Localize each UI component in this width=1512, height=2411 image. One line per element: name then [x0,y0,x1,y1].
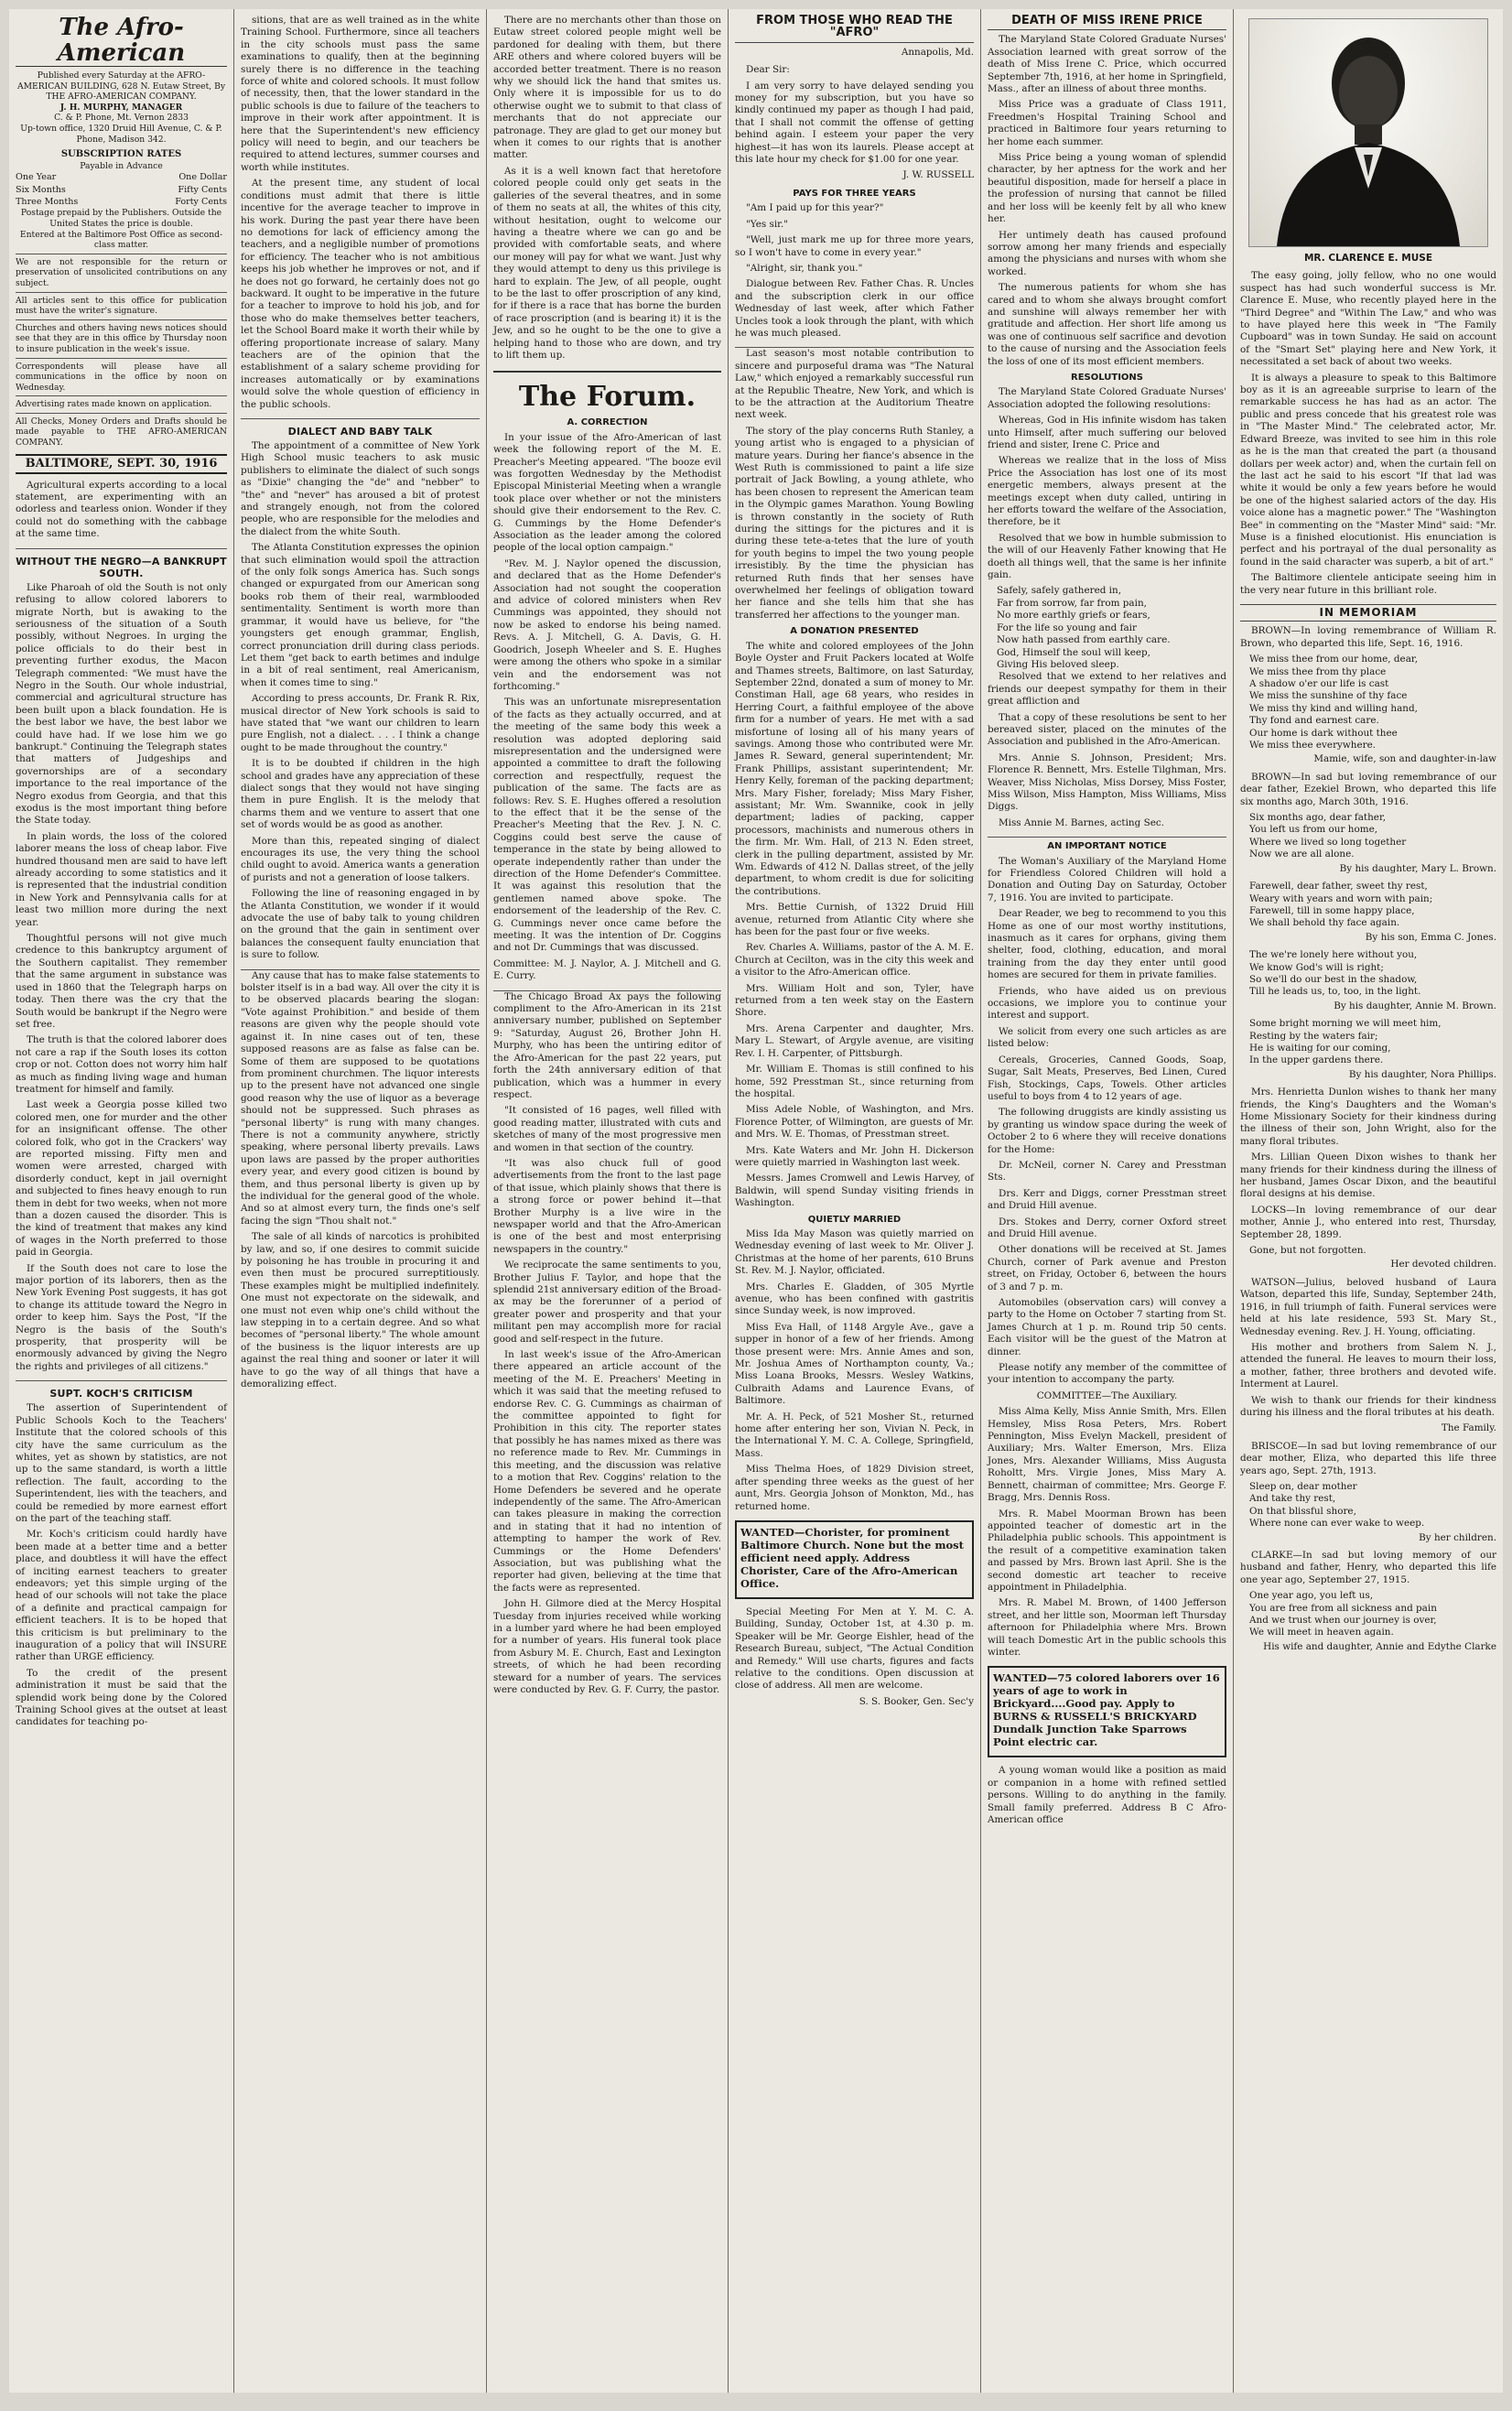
paragraph: Thoughtful persons will not give much credence to this bankruptcy argument of the Southern capitalist. They remember that the same argument in substance was used in 1860 that the Telegraph harps on today. Then there was the cry that the South would be bankrupt if the Negro were set free. [16,933,227,1030]
rate-price: Fifty Cents [178,184,227,195]
paragraph: We wish to thank our friends for their kindness during his illness and the floral tributes at his death. [1240,1394,1496,1418]
sig-briscoe: By her children. [1419,1531,1496,1543]
article-irene-price [988,34,1226,368]
poem-line: We miss thee from thy place [1249,665,1387,677]
paragraph: Any cause that has to make false statements to bolster itself is in a bad way. All over the city it is to be observed placards bearing the slogan: "Vote against Prohibition." and beside of them reasons are given why the people should vote against it. In nine cases out of ten, these supposed reasons are as false as false can be. Some of them are supposed to be quotations from prominent churchmen. The liquor interests up to the present have not advanced one single good reason why the use of liquor as a beverage should not be suppressed. Such phrases as "personal liberty" is rung with many changes. There is not a community anywhere, strictly speaking, where personal liberty prevails. Laws upon laws are passed by the proper authorities every year, and every good citizen is bound by them, and thus personal liberty is given up by the individual for the general good of the whole. And so at almost every turn, the finds one's self facing the sign "Thou shalt not." [241,969,480,1227]
ad-chorister: WANTED—Chorister, for prominent Baltimore Church. None but the most efficient need apply. Address Chorister, Care of the Afro-American Office. [735,1520,974,1599]
poem-line: So we'll do our best in the shadow, [1249,973,1418,985]
paragraph: It is always a pleasure to speak to this Baltimore boy as it is an agreeable surprise to learn of the remarkable success he has had as an actor. The public and press concede that his greatest role was in "The Master Mind." The celebrated actor, Mr. Edward Breeze, was invited to see him in this role as he is the man that created the part (a thousand dollars per week actor) and, when the curtain fell on the last act he said to his escort "If that lad was white it would be only a few years before he would be one of the highest salaried actors of the day. His voice alone has a magnetic power." The "Washington Bee" in commenting on the "Master Mind" said: "Mr. Muse is a finished elocutionist. His enunciation is perfect and his portrayal of the dual personality as found in the said character was superb, a bit of art." [1240,372,1496,568]
paragraph: Miss Ida May Mason was quietly married on Wednesday evening of last week to Mr. Oliver J. Christmas at the home of her parents, 610 Bruns St. Rev. M. J. Naylor, officiated. [735,1227,974,1277]
sig-brown-1: Mamie, wife, son and daughter-in-law [1313,753,1496,765]
subscription-rates-title: SUBSCRIPTION RATES [60,149,182,160]
forum-title: The Forum. [493,371,721,413]
letter-place: Annapolis, Md. [901,46,974,58]
article-teachers-continued [241,15,480,411]
ad-laborers: WANTED—75 colored laborers over 16 years of age to work in Brickyard....Good pay. Apply to BURNS & RUSSELL'S BRICKYARD Dundalk Junction Take Sparrows Point electric car. [988,1666,1226,1757]
paragraph: Miss Adele Noble, of Washington, and Mrs. Florence Potter, of Wilmington, are guests of Mr. and Mrs. W. E. Thomas, of Presstman street. [735,1104,974,1141]
article-auxiliary [988,1406,1226,1659]
poem-line: We know God's will is right; [1249,961,1384,973]
poem-line: No more earthly griefs or fears, [997,610,1150,622]
sig-watson: The Family. [1441,1422,1496,1434]
paragraph: Like Pharoah of old the South is not only refusing to allow colored laborers to migrate North, but is awaking to the seriousness of the situation of a South possibly, without Negroes. In urging the police officials to do their best in preventing further exodus, the Macon Telegraph commented: "We must have the Negro in the South. Our whole industrial, commercial and agricultural structure has been built upon a black foundation. He is the best labor we have, the best labor we could have had. If we lose him we go bankrupt." Continuing the Telegraph states that matters of Judgeships and governorships are of a secondary importance to the real importance of the Negro exodus from Georgia, and that this exodus is the most important thing before the State today. [16,581,227,827]
paragraph: Last season's most notable contribution to sincere and purposeful drama was "The Natural Law," which enjoyed a remarkably successful run at the Republic Theatre, New York, and which is to be the attraction at the Auditorium Theatre next week. [735,348,974,421]
poem-line: And take thy rest, [1249,1493,1336,1505]
paragraph: John H. Gilmore died at the Mercy Hospital Tuesday from injuries received while working in a lumber yard where he had been employed for a number of years. His funeral took place from Asbury M. E. Church, East and Lexington streets, of which he had been recording steward for a number of years. The services were conducted by Rev. G. F. Curry, the pastor. [493,1598,721,1695]
paragraph: The easy going, jolly fellow, who no one would suspect has had such wonderful success is Mr. Clarence E. Muse, who recently played here in the "Third Degree" and "Within The Law," and who was to have played here this week in "The Family Cupboard" was in town Sunday. He said on account of the "Smart Set" playing here and New York, it necessitated a set back of about two weeks. [1240,270,1496,368]
poem-locks [1240,1245,1496,1257]
article-koch-criticism [16,1402,227,1729]
office-notice: Churches and others having news notices should see that they are in this office by Thursday noon to insure publication in the week's issue. [16,319,227,355]
paragraph: Miss Price being a young woman of splendid character, by her aptness for the work and her beautiful disposition, made for herself a place in the profession of nursing that cannot be filled and her loss will be keenly felt by all who knew her. [988,152,1226,225]
sig-brown-2: By his daughter, Mary L. Brown. [1339,862,1496,874]
paragraph: Mrs. R. Mabel M. Brown, of 1400 Jefferson street, and her little son, Moorman left Thursday afternoon for Philadelphia where Mrs. Brown will teach Domestic Art in the public schools this winter. [988,1597,1226,1658]
poem-line: Now hath passed from earthly care. [997,634,1171,646]
intro-paragraph: Agricultural experts according to a local statement, are experimenting with an odorless and tearless onion. Wonder if they could not do something with the cabbage at the same time. [16,479,227,540]
paragraph: Following the line of reasoning engaged in by the Atlanta Constitution, we wonder if it would advocate the use of baby talk to young children on the ground that the gain in sentiment over balances the consequent faulty enunciation that is sure to follow. [241,888,480,961]
paragraph: It is to be doubted if children in the high school and grades have any appreciation of these dialect songs that they would not have singing them in pure English. It is the melody that charms them and we venture to assert that one set of words would be as good as another. [241,758,480,831]
paragraph: Whereas we realize that in the loss of Miss Price the Association has lost one of its most energetic members, always present at the meetings except when duty called, untiring in her efforts toward the welfare of the Association, therefore, be it [988,455,1226,528]
paragraph: Mr. William E. Thomas is still confined to his home, 592 Presstman St., since returning from the hospital. [735,1064,974,1099]
article-dialect [241,440,480,962]
poem-line: We will meet in heaven again. [1249,1627,1394,1638]
portrait-caption: MR. CLARENCE E. MUSE [1303,253,1432,264]
paragraph: Her untimely death has caused profound sorrow among her many friends and especially among the physicians and nurses with whom she worked. [988,229,1226,277]
poem-line: We shall behold thy face again. [1249,917,1400,929]
masthead-info [16,70,227,145]
article-resolutions-2 [988,671,1226,829]
paragraph: Automobiles (observation cars) will convey a party to the Home on October 7 starting from St. James Church at 1 p. m. Round trip 50 cents. Each visitor will be the guest of the Matron at dinner. [988,1297,1226,1357]
poem-line: You are free from all sickness and pain [1249,1602,1437,1614]
poem-brown-1 [1240,654,1496,751]
sig-clarke: His wife and daughter, Annie and Edythe Clarke [1263,1640,1496,1652]
paragraph: Dr. McNeil, corner N. Carey and Presstman Sts. [988,1159,1226,1184]
masthead-line: J. H. MURPHY, MANAGER [59,102,183,113]
article-negro-exodus [16,582,227,1374]
letter-body [735,64,974,166]
article-resolutions [988,386,1226,581]
headline-three-years: PAYS FOR THREE YEARS [793,188,916,199]
paragraph: The Atlanta Constitution expresses the opinion that such elimination would spoil the attraction of the only folk songs America has. Such songs changed or expurgated from our American song books rob them of their real, warmblooded sentimentality. Sentiment is worth more than grammar, it would have us believe, for "the youngsters get enough grammar, English, correct pronunciation drill during class periods. Let them "get back to earth betimes and indulge in a bit of real sentiment, real Americanism, when it comes time to sing." [241,542,480,688]
poem-line: One year ago, you left us, [1249,1590,1374,1602]
poem-line: A shadow o'er our life is cast [1249,678,1389,689]
paragraph: Mrs. Annie S. Johnson, President; Mrs. Florence R. Bennett, Mrs. Estelle Tilghman, Mrs. Weaver, Miss Nicholas, Miss Dorsey, Miss Foster, Miss Wilson, Miss Hampton, Miss Williams, Miss Diggs. [988,751,1226,813]
paragraph: Miss Annie M. Barnes, acting Sec. [999,816,1164,828]
paragraph: Dialogue between Rev. Father Chas. R. Uncles and the subscription clerk in our office Wednesday of last week, after which Father Uncles took a look through the plant, with which he was much pleased. [735,278,974,339]
memoriam-briscoe: BRISCOE—In sad but loving remembrance of our dear mother, Eliza, who departed this life three years ago, Sept. 27th, 1913. [1240,1440,1496,1476]
article-broad-ax [493,991,721,1697]
poem-line: We miss thee from our home, dear, [1249,654,1419,665]
paragraph: Messrs. James Cromwell and Lewis Harvey, of Baldwin, will spend Sunday visiting friends in Washington. [735,1173,974,1209]
article-three-years [735,202,974,340]
rate-period: One Year [16,172,57,183]
paragraph: The following druggists are kindly assisting us by granting us window space during the week of October 2 to 6 where they will receive donations for the Home: [988,1107,1226,1155]
paragraph: Dear Sir: [746,64,790,76]
headline-koch-criticism: SUPT. KOCH'S CRITICISM [49,1388,193,1400]
paragraph: "Yes sir." [746,218,789,230]
masthead-title: The Afro-American [16,15,227,67]
office-notice: Correspondents will please have all communications in the office by noon on Wednesday. [16,358,227,394]
letter-signature: J. W. RUSSELL [902,169,974,181]
paragraph: Drs. Kerr and Diggs, corner Presstman street and Druid Hill avenue. [988,1187,1226,1212]
paragraph: In your issue of the Afro-American of last week the following report of the M. E. Preacher's Meeting appeared. "The booze evil was forgotten Wednesday by the Methodist Episcopal Ministerial Meeting when a wrangle took place over whether or not the ministers should give their endorsement to the Rev. C. G. Cummings by the Home Defender's Association as the leader among the colored people of the local option campaign." [493,431,721,554]
office-notice: All articles sent to this office for publication must have the writer's signature. [16,292,227,317]
memoriam-brown-1 [1240,625,1496,650]
paragraph: Mrs. Henrietta Dunlon wishes to thank her many friends, the King's Daughters and the Woman's Home Missionary Society for their kindness during the illness of their son, John Wright, also for the many floral tributes. [1240,1087,1496,1147]
paragraph: Mr. A. H. Peck, of 521 Mosher St., returned home after entering her son, Vivian N. Peck, in the International Y. M. C. A. College, Springfield, Mass. [735,1411,974,1459]
paragraph: The numerous patients for whom she has cared and to whom she always brought comfort and sunshine will always remember her with gratitude and affection. Her short life among us was one of continuous self sacrifice and devotion to the cause of nursing and the Association feels the loss of one of its most efficient members. [988,282,1226,367]
poem-brown-5 [1240,1018,1496,1067]
column-4 [729,9,981,2393]
sig-locks: Her devoted children. [1390,1259,1496,1270]
notice-ymca: Special Meeting For Men at Y. M. C. A. Building, Sunday, October 1st, at 4.30 p. m. Speaker will be Mr. George Eishler, head of the Research Bureau, subject, "The Actual Condition and Remedy." Will use charts, figures and facts relative to the conditions. Open discussion at close of address. All men are welcome. [735,1606,974,1692]
paragraph: The assertion of Superintendent of Public Schools Koch to the Teachers' Institute that the colored schools of this city have the same curriculum as the whites, yet as shown by statistics, are not up to the same standard, is worth a little reflection. The fault, according to the Superintendent, lies with the teachers, and could be remedied by more earnest effort on the part of the teaching staff. [16,1402,227,1524]
poem-line: The we're lonely here without you, [1249,949,1418,961]
ymca-signature: S. S. Booker, Gen. Sec'y [859,1695,974,1707]
paragraph: Rev. Charles A. Williams, pastor of the A. M. E. Church at Cecilton, was in the city this week and a visitor to the Afro-American office. [735,942,974,978]
memoriam-watson [1240,1277,1496,1419]
memoriam-clarke: CLARKE—In sad but loving memory of our husband and father, Henry, who departed this life one year ago, September 27, 1915. [1240,1550,1496,1585]
paragraph: Mrs. William Holt and son, Tyler, have returned from a ten week stay on the Eastern Shore. [735,982,974,1019]
poem-line: Safely, safely gathered in, [997,585,1121,597]
column-2 [234,9,487,2393]
entered-note: Entered at the Baltimore Post Office as second-class matter. [19,229,223,251]
paragraph: The Woman's Auxiliary of the Maryland Home for Friendless Colored Children will hold a Donation and Outing Day on Saturday, October 7, 1916. You are invited to participate. [988,855,1226,903]
paragraph: Miss Price was a graduate of Class 1911, Freedmen's Hospital Training School and practiced in Baltimore four years returning to her home each summer. [988,99,1226,147]
column-3 [487,9,729,2393]
headline-negro-exodus: WITHOUT THE NEGRO—A BANKRUPT SOUTH. [16,555,227,579]
paragraph: The Baltimore clientele anticipate seeing him in the very near future in this brilliant role. [1240,572,1496,596]
portrait-photo [1248,18,1488,247]
paragraph: Cereals, Groceries, Canned Goods, Soap, Sugar, Salt Meats, Preserves, Bed Linen, Cured Fish, Stockings, Caps, Towels. Other articles useful to boys from 4 to 12 years of age. [988,1054,1226,1102]
paragraph: Drs. Stokes and Derry, corner Oxford street and Druid Hill avenue. [988,1216,1226,1239]
subscription-rates-sub: Payable in Advance [80,160,163,171]
dateline: BALTIMORE, SEPT. 30, 1916 [16,454,227,474]
office-notice: Advertising rates made known on application. [16,395,227,410]
headline-donation: A DONATION PRESENTED [790,626,919,637]
subscription-rates-table [16,171,227,208]
poem-brown-2 [1240,812,1496,861]
headline-resolutions: RESOLUTIONS [1071,372,1143,383]
paragraph: Whereas, God in His infinite wisdom has taken unto Himself, after much suffering our beloved friend and sister, Irene C. Price and [988,415,1226,450]
paragraph: The truth is that the colored laborer does not care a rap if the South loses its cotton crop or not. Cotton does not worry him half as much as finding living wage and human treatment for himself and family. [16,1034,227,1095]
paragraph: "Am I paid up for this year?" [746,202,884,214]
poem-line: You left us from our home, [1249,824,1378,836]
article-donation [735,641,974,1210]
paragraph: "Alright, sir, thank you." [746,262,863,274]
paragraph: Mrs. R. Mabel Moorman Brown has been appointed teacher of domestic art in the Philadelphia public schools. This appointment is the result of a competitive examination taken and passed by Mrs. Brown last April. She is the second domestic art teacher to receive appointment in Philadelphia. [988,1508,1226,1593]
memoriam-thanks [1240,1087,1496,1241]
rate-row [16,196,227,208]
rate-row [16,171,227,183]
in-memoriam-heading: IN MEMORIAM [1240,604,1496,622]
poem-line: God, Himself the soul will keep, [997,646,1150,658]
poem-brown-3 [1240,881,1496,930]
column-5 [981,9,1234,2393]
headline-irene-price: DEATH OF MISS IRENE PRICE [988,15,1226,30]
rate-price: Forty Cents [175,196,227,207]
poem-line: Farewell, till in some happy place, [1249,904,1415,916]
paragraph: That a copy of these resolutions be sent to her bereaved sister, placed on the minutes of the Association and published in the Afro-American. [988,711,1226,748]
paragraph: The Maryland State Colored Graduate Nurses' Association learned with great sorrow of the death of Miss Irene C. Price, which occurred September 7th, 1916, at her home in Springfield, Mass., after an illness of about three months. [988,34,1226,95]
masthead-line: Published every Saturday at the AFRO-AMERICAN BUILDING, 628 N. Eutaw Street, By THE AFRO-AMERICAN COMPANY. [16,70,226,103]
paragraph: BROWN—In loving remembrance of William R. Brown, who departed this life, Sept. 16, 1916. [1240,625,1496,649]
paragraph: We reciprocate the same sentiments to you, Brother Julius F. Taylor, and hope that the splendid 21st anniversary edition of the Broad-ax may be the forerunner of a period of greater power and prosperity and that your militant pen may accomplish more for racial good and self-respect in the future. [493,1260,721,1345]
article-correction [493,432,721,955]
paragraph: The Maryland State Colored Graduate Nurses' Association adopted the following resolutions: [988,386,1226,410]
paragraph: "It was also chuck full of good advertisements from the front to the last page of that issue, which plainly shows that there is a strong force or power behind it—that Brother Murphy is a live wire in the newspaper world and that the Afro-American is one of the best and most enterprising newspapers in the country." [493,1157,721,1255]
paragraph: "Rev. M. J. Naylor opened the discussion, and declared that as the Home Defender's Association had not sought the cooperation and advice of colored ministers when Rev Cummings was appointed, they should not now be asked to endorse his being named. Revs. A. J. Mitchell, G. A. Davis, G. H. Goodrich, Joseph Wheeler and S. E. Hughes were among the others who spoke in a similar vein and the endorsement was not forthcoming." [493,557,721,692]
poem-briscoe [1240,1481,1496,1530]
paragraph: There are no merchants other than those on Eutaw street colored people might well be pardoned for dealing with them, but there ARE others and where colored buyers will be accorded better treatment. There is no reason why we should lick the hand that smites us. Only where it is impossible for us to do otherwise ought we to submit to that class of merchants that do not appreciate our patronage. They are glad to get our money but when it comes to our rights that is another matter. [493,15,721,161]
paragraph: Please notify any member of the committee of your intention to accompany the party. [988,1362,1226,1386]
paragraph: This was an unfortunate misrepresentation of the facts as they actually occurred, and at the meeting of the same body this week a resolution was adopted deploring said misrepresentation and the undersigned were appointed a committee to draft the following correction and respectfully, request the publication of the same. The facts are as follows: Rev. S. E. Hughes offered a resolution to the effect that it be the sense of the Preacher's Meeting that the Rev. J. N. C. Coggins could best serve the cause of temperance in the state by being allowed to operate independently rather than under the direction of the Home Defender's Committee. It was against this resolution that the gentlemen named above spoke. The endorsement of the leadership of the Rev. C. G. Cummings never once came before the meeting. It was the intention of Dr. Coggins and not Dr. Cummings that was discussed. [493,697,721,954]
rate-period: Six Months [16,184,66,195]
paragraph: If the South does not care to lose the major portion of its laborers, then as the New York Evening Post suggests, it has got to change its attitude toward the Negro in order to keep him. Says the Post, "If the Negro is the basis of the South's prosperity, that prosperity will be enormously advanced by giving the Negro the rights and privileges of all citizens." [16,1262,227,1372]
poem-line: Where we lived so long together [1249,836,1407,848]
poem-line: For the life so young and fair [997,622,1137,633]
headline-important-notice: AN IMPORTANT NOTICE [1047,841,1167,852]
rate-period: Three Months [16,196,79,207]
paragraph: Resolved that we extend to her relatives and friends our deepest sympathy for them in their great affliction and [988,671,1226,708]
paragraph: Miss Thelma Hoes, of 1829 Division street, after spending three weeks as the guest of her aunt, Mrs. Georgia Johson of Monkton, Md., has returned home. [735,1464,974,1512]
poem-line: Far from sorrow, far from pain, [997,597,1147,609]
paragraph: More than this, repeated singing of dialect encourages its use, the very thing the school child ought to avoid. America wants a generation of purists and not a generation of loose talkers. [241,835,480,883]
headline-dialect: DIALECT AND BABY TALK [287,426,433,438]
paragraph: "Well, just mark me up for three more years, so I won't have to come in every year." [735,234,974,258]
poem-line: And we trust when our journey is over, [1249,1615,1437,1627]
paragraph: Mrs. Kate Waters and Mr. John H. Dickerson were quietly married in Washington last week. [735,1144,974,1168]
memoriam-brown-2: BROWN—In sad but loving remembrance of our dear father, Ezekiel Brown, who departed this life six months ago, March 30th, 1916. [1240,771,1496,807]
paragraph: The story of the play concerns Ruth Stanley, a young artist who is engaged to a physician of mature years. During her fiance's absence in the West Ruth is commissioned to paint a life size portrait of Jack Bowling, a young athlete, who has been chosen to represent the American team in the Olympic games Marathon. Young Bowling is thrown constantly in the society of Ruth during the sittings for the pictures and it is during these tete-a-tetes that the lure of youth for youth begins to impel the two young people irresistibly. By the time the physician has returned Ruth finds that her senses have overwhelmed her feelings of obligation toward her fiance and she tells him that she has transferred her affections to the younger man. [735,425,974,621]
poem-line: Resting by the waters fair; [1249,1030,1378,1042]
poem-line: Now we are all alone. [1249,849,1355,860]
article-natural-law [735,348,974,622]
poem-line: In the upper gardens there. [1249,1054,1384,1066]
postage-note: Postage prepaid by the Publishers. Outside the United States the price is double. [20,208,222,229]
headline-readers: FROM THOSE WHO READ THE "AFRO" [735,15,974,43]
office-notice: All Checks, Money Orders and Drafts should be made payable to THE AFRO-AMERICAN COMPANY. [16,413,227,449]
paragraph: Mrs. Arena Carpenter and daughter, Mrs. Mary L. Stewart, of Argyle avenue, are visiting Rev. I. H. Carpenter, of Pittsburgh. [735,1022,974,1059]
poem-line: Sleep on, dear mother [1249,1480,1357,1492]
paragraph: Resolved that we bow in humble submission to the will of our Heavenly Father knowing that He doeth all things well, that the same is her infinite gain. [988,532,1226,581]
poem-line: Gone, but not forgotten. [1249,1245,1366,1257]
ad-young-woman: A young woman would like a position as maid or companion in a home with refined settled persons. Willing to do anything in the family. Small family preferred. Address B C Afro-American office [988,1765,1226,1825]
paragraph: In plain words, the loss of the colored laborer means the loss of cheap labor. Five hundred thousand men are said to have left already according to some statistics and it is represented that the industrial condition in New York and Pennsylvania calls for at least two million more during the next year. [16,830,227,928]
paragraph: sitions, that are as well trained as in the white Training School. Furthermore, since all teachers in the city schools must pass the same examinations to qualify, then at the beginning surely there is no difference in the teaching force of white and colored schools. It must follow of necessity, then, that the lower standard in the public schools is due to failure of the teachers to improve in their work after appointment. It is here that the Superintendent's new efficiency policy will need to begin, and our teachers be required to attend lectures, summer courses and worth while institutes. [241,15,480,173]
newspaper-page [9,9,1503,2393]
paragraph: The white and colored employees of the John Boyle Oyster and Fruit Packers located at Wolfe and Thames streets, Baltimore, on last Saturday, September 22nd, donated a sum of money to Mr. Constiman Hall, age 68 years, who resides in Herring Court, a faithful employee of the above firm for a number of years. He met with a sad misfortune of losing all of his many years of savings. Among those who contributed were Mr. James R. Seward, general superintendent; Mr. Frank Phillips, assistant superintendent; Mr. Henry Kelly, foreman of the packing department; Mrs. Mary Fisher, forelady; Miss Mary Fisher, assistant; Mr. Wm. Swannike, cook in jelly department; ladies of packing, capper processors, machinists and numerous others in the firm. Mr. Wm. Hall, of 213 N. Eden street, clerk in the pulling department, assisted by Mr. Wm. Edwards of 412 N. Dallas street, of the jelly department, to whom credit is due for soliciting the contributions. [735,640,974,897]
paragraph: The sale of all kinds of narcotics is prohibited by law, and so, if one desires to commit suicide by poisoning he has trouble in procuring it and even then must be procured surreptitiously. These examples might be multiplied indefinitely. One must not expectorate on the sidewalk, and one must not even whip one's child without the law stepping in to a certain degree. And so what becomes of "personal liberty." The whole amount of the business is the liquor interests are up against the real thing and sooner or later it will have to go the way of all things that have a demoralizing effect. [241,1231,480,1390]
paragraph: His mother and brothers from Salem N. J., attended the funeral. He leaves to mourn their loss, a mother, father, three brothers and devoted wife. Interment at Laurel. [1240,1341,1496,1390]
paragraph: Mrs. Bettie Curnish, of 1322 Druid Hill avenue, returned from Atlantic City where she has been for the past four or five weeks. [735,902,974,938]
rate-row [16,184,227,196]
poem-line: Thy fond and earnest care. [1249,715,1379,727]
paragraph: Last week a Georgia posse killed two colored men, one for murder and the other for an insignificant offense. The other colored folk, who got in the Crackers' way are reported missing. Fifty men and women were arrested, charged with disorderly conduct, kept in jail overnight and subjected to fines heavy enough to run them in debt for two weeks, when not more than a dozen caused the disorder. This is the kind of treatment that makes any kind of wages in the North preferred to those paid in Georgia. [16,1099,227,1259]
paragraph: To the credit of the present administration it must be said that the splendid work being done by the Colored Training School gives at the outset at least candidates for teaching po- [16,1667,227,1728]
paragraph: In last week's issue of the Afro-American there appeared an article account of the meeting of the M. E. Preachers' Meeting in which it was said that the meeting refused to endorse Rev. C. G. Cummings as chairman of the committee appointed to fight for Prohibition in this city. The reporter states that possibly he has names mixed as there was no reference made to Rev. Mr. Cummings in this meeting, and the discussion was relative to a motion that Rev. Coggins' relation to the Home Defenders be severed and he operate independently of the same. The Afro-American can takes pleasure in making the correction and in stating that it had no intention of attempting to hamper the work of Rev. Cummings or the Home Defenders' Association, but was publishing what the reporter had given, believing at the time that the facts were as represented. [493,1349,721,1594]
paragraph: Mr. Koch's criticism could hardly have been made at a better time and a better place, and doubtless it will have the effect of inciting earnest teachers to greater endeavors; yet this simple urging of the head of our schools will not take the place of a definite and practical campaign for efficient teachers. It is to be hoped that this criticism is but preliminary to the inauguration of a policy that will INSURE rather than URGE efficiency. [16,1529,227,1663]
paragraph: Mrs. Lillian Queen Dixon wishes to thank her many friends for their kindness during the illness of her husband, James Oscar Dixon, and the beautiful floral designs at his demise. [1240,1151,1496,1200]
poem-line: We miss the sunshine of thy face [1249,690,1408,702]
column-6 [1234,9,1503,2393]
masthead-line: Up-town office, 1320 Druid Hill Avenue, C. & P. Phone, Madison 342. [20,123,222,145]
paragraph: The Chicago Broad Ax pays the following compliment to the Afro-American in its 21st anniversary number, published on September 9: "Saturday, August 26, Brother John H. Murphy, who has been the untiring editor of the Afro-American for the past 22 years, put forth the 24th anniversary edition of that publication, which was a hummer in every respect. [493,990,721,1100]
paragraph: Miss Alma Kelly, Miss Annie Smith, Mrs. Ellen Hemsley, Miss Rosa Peters, Mrs. Robert Pennington, Miss Evelyn Mackell, president of Auxiliary; Mrs. Walter Emerson, Mrs. Eliza Jones, Mrs. Alexander Williams, Miss Augusta Roholtt, Mrs. Virgie Jones, Miss Mary A. Bennett, chairman of committee; Mrs. George F. Bragg, Mrs. Dennis Ross. [988,1406,1226,1504]
poem-clarke [1240,1590,1496,1639]
poem-line: Our home is dark without thee [1249,727,1398,739]
poem-line: We miss thy kind and willing hand, [1249,702,1418,714]
article-important-notice [988,856,1226,1387]
article-merchants [493,15,721,362]
committee-signature: Committee: M. J. Naylor, A. J. Mitchell and G. E. Curry. [493,957,721,982]
portrait-illustration [1249,19,1487,246]
poem-line: On that blissful shore, [1249,1505,1356,1517]
poem-line: Some bright morning we will meet him, [1249,1018,1442,1030]
office-notice: We are not responsible for the return or preservation of unsolicited contributions on any subject. [16,254,227,289]
headline-correction: A. CORRECTION [567,417,648,428]
committee-auxiliary: COMMITTEE—The Auxiliary. [1036,1389,1178,1401]
rate-price: One Dollar [178,172,227,183]
poem-line: Six months ago, dear father, [1249,812,1387,824]
poem-safely [988,585,1226,671]
poem-line: He is waiting for our coming, [1249,1042,1391,1054]
paragraph: Other donations will be received at St. James Church, corner of Park avenue and Preston street, on Friday, October 6, between the hours of 3 and 7 p. m. [988,1244,1226,1292]
poem-line: We miss thee everywhere. [1249,740,1377,751]
article-liquor [241,970,480,1391]
masthead-line: C. & P. Phone, Mt. Vernon 2833 [54,113,189,124]
poem-line: Farewell, dear father, sweet thy rest, [1249,881,1428,892]
sig-brown-4: By his daughter, Annie M. Brown. [1334,1000,1496,1011]
poem-line: Weary with years and worn with pain; [1249,892,1433,904]
paragraph: Dear Reader, we beg to recommend to you this Home as one of our most worthy institutions, inasmuch as it cares for orphans, giving them shelter, food, clothing, education, and moral training from the day they enter until good homes are secured for them in private families. [988,908,1226,981]
poem-brown-4 [1240,949,1496,999]
headline-married: QUIETLY MARRIED [807,1214,902,1225]
paragraph: At the present time, any student of local conditions must admit that there is little incentive for the average teacher to improve in his work. During the past year there have been no demotions for lack of efficiency among the teachers, and a negligible number of promotions for efficiency. The teacher who is not ambitious keeps his job whether he improves or not, and if he does not go forward, he certainly does not go backward. It ought to be imperative in the future for a teacher to improve to hold his job, and for those who do make themselves better teachers, let the School Board make it worth their while by offering proportionate increase of salary. Many teachers are of the opinion that the establishment of a salary scheme providing for increases automatically or by examinations would solve the whole question of efficiency in the public schools. [241,178,480,410]
article-muse [1240,270,1496,597]
paragraph: Friends, who have aided us on previous occasions, we implore you to continue your interest and support. [988,985,1226,1022]
paragraph: WATSON—Julius, beloved husband of Laura Watson, departed this life, Sunday, September 24th, 1916, in full triumph of faith. Funeral services were held at his late residence, 593 St. Mary St., Wednesday evening. Rev. J. H. Young, officiating. [1240,1276,1496,1337]
poem-line: Where none can ever wake to weep. [1249,1518,1425,1530]
notices-list [16,254,227,449]
poem-line: Till he leads us, to, too, in the light. [1249,986,1421,998]
paragraph: We solicit from every one such articles as are listed below: [988,1025,1226,1050]
paragraph: Mrs. Charles E. Gladden, of 305 Myrtle avenue, who has been confined with gastritis since Sunday week, is now improved. [735,1281,974,1317]
paragraph: The appointment of a committee of New York High School music teachers to ask music publishers to eliminate the dialect of such songs as "Dixie" changing the "de" and "nebber" to "the" and "never" has aroused a bit of protest and strangely enough, not from the colored people, who are responsible for the melodies and the dialect from the white South. [241,440,480,537]
paragraph: I am very sorry to have delayed sending you money for my subscription, but you have so kindly continued my paper as though I had paid, that I shall not commit the offense of getting behind again. I esteem your paper the very highest—it has won its laurels. Please accept at this late hour my check for $1.00 for one year. [735,80,974,166]
paragraph: Miss Eva Hall, of 1148 Argyle Ave., gave a supper in honor of a few of her friends. Among those present were: Mrs. Annie Ames and son, Mr. Joshua Ames of Northampton county, Va.; Miss Loana Brooks, Messrs. Wesley Watkins, Culbraith Adams and Laurence Evans, of Baltimore. [735,1321,974,1407]
article-married [735,1228,974,1513]
column-1 [9,9,234,2393]
sig-brown-3: By his son, Emma C. Jones. [1365,931,1496,943]
paragraph: LOCKS—In loving remembrance of our dear mother, Annie J., who entered into rest, Thursday, September 28, 1899. [1240,1204,1496,1240]
paragraph: According to press accounts, Dr. Frank R. Rix, musical director of New York schools is said to have stated that "we want our children to learn pure English, not a dialect. . . . I think a change ought to be made throughout the country." [241,693,480,753]
sig-brown-5: By his daughter, Nora Phillips. [1348,1068,1496,1080]
paragraph: "It consisted of 16 pages, well filled with good reading matter, illustrated with cuts and sketches of many of the most progressive men and women in that section of the country. [493,1105,721,1153]
paragraph: As it is a well known fact that heretofore colored people could only get seats in the galleries of the several theatres, and in some of them no seats at all, the whites of this city, without hesitation, ought to welcome our having a theatre where we can go and be provided with comfortable seats, and where our money will pay for what we want. Just why they would attempt to deny us this privilege is hard to explain. The Jew, of all people, ought to be the last to offer proscription of any kind, for if there is a race that has borne the burden of race proscription (and is bearing it) it is the Jew, and so he ought to be the one to give a helping hand to those who are down, and try to lift them up. [493,165,721,361]
poem-line: Giving His beloved sleep. [997,658,1119,670]
